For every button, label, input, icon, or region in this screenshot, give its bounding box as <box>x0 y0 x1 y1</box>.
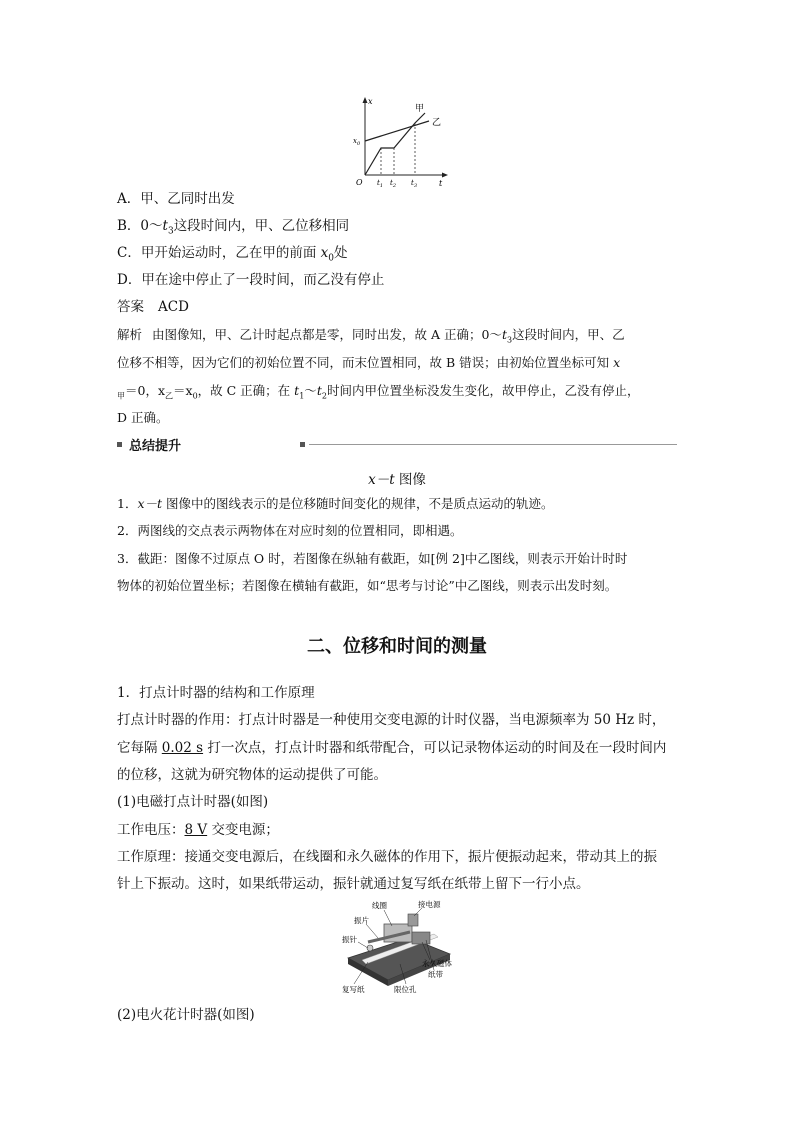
summary-item-3-line-2: 物体的初始位置坐标；若图像在横轴有截距，如“思考与讨论”中乙图线，则表示出发时刻。 <box>117 578 618 593</box>
summary-divider <box>309 444 677 445</box>
graph-label-t3: $t_3$ <box>411 179 418 187</box>
analysis-label: 解析 <box>117 327 143 342</box>
option-c: C．甲开始运动时，乙在甲的前面 $x_0$处 <box>117 245 348 264</box>
analysis-line-1: 解析 由图像知，甲、乙计时起点都是零，同时出发，故 A 正确；$0\sim t_3$这段时间内，甲、乙 <box>117 327 625 345</box>
timer-terminal <box>408 914 418 926</box>
summary-title: x－t 图像 <box>368 472 426 488</box>
answer-value: ACD <box>158 299 189 315</box>
summary-item-2: 2．两图线的交点表示两物体在对应时刻的位置相同，即相遇。 <box>117 523 463 538</box>
answer-label: 答案 <box>117 299 144 315</box>
graph-label-t: t <box>439 179 443 187</box>
section-2-para-1-line-3: 的位移，这就为研究物体的运动提供了可能。 <box>117 767 387 783</box>
graph-label-jia: 甲 <box>415 104 425 114</box>
summary-item-3-line-1: 3．截距：图像不过原点 O 时，若图像在纵轴有截距，如[例 2]中乙图线，则表示开始计时时 <box>117 551 628 566</box>
graph-label-x: x <box>368 97 373 106</box>
analysis-line-4: D 正确。 <box>117 410 169 425</box>
xt-graph-figure <box>345 95 455 187</box>
label-power: 接电源 <box>418 900 441 909</box>
summary-item-1: 1．x－t 图像中的图线表示的是位移随时间变化的规律，不是质点运动的轨迹。 <box>117 496 554 511</box>
label-carbon: 复写纸 <box>342 985 365 994</box>
label-vibrator: 振片 <box>354 916 369 925</box>
label-coil: 线圈 <box>372 901 387 910</box>
option-b: B．$0\sim t_3$这段时间内，甲、乙位移相同 <box>117 218 350 237</box>
summary-square-icon-left <box>117 442 122 447</box>
label-needle: 振针 <box>342 935 357 944</box>
section-2-principle-line-2: 针上下振动。这时，如果纸带运动，振针就通过复写纸在纸带上留下一行小点。 <box>117 876 590 892</box>
graph-label-t1: $t_1$ <box>377 179 384 187</box>
graph-label-yi: 乙 <box>432 118 442 128</box>
section-2-voltage: 工作电压：8 V 交变电源； <box>117 822 279 838</box>
summary-header-title: 总结提升 <box>129 439 182 454</box>
analysis-line-2: 位移不相等，因为它们的初始位置不同，而末位置相同，故 B 错误；由初始位置坐标可知 x <box>117 355 621 370</box>
voltage-value: 8 V <box>184 822 208 838</box>
leader-needle <box>358 942 368 948</box>
summary-header-bar <box>117 438 677 452</box>
graph-x-axis-arrow <box>363 97 368 103</box>
label-tape: 纸带 <box>428 970 443 979</box>
label-limit-hole: 限位孔 <box>394 985 417 994</box>
graph-label-x0: $x_0$ <box>353 137 361 147</box>
section-2-title: 二、位移和时间的测量 <box>307 636 487 657</box>
section-2-para-1-line-2: 它每隔 0.02 s 打一次点，打点计时器和纸带配合，可以记录物体运动的时间及在一段时间内 <box>117 740 667 756</box>
option-a: A．甲、乙同时出发 <box>117 191 235 207</box>
graph-t-axis-arrow <box>442 173 448 178</box>
label-magnet: 永久磁体 <box>422 959 452 968</box>
leader-coil <box>384 910 392 926</box>
section-2-item-1: 1．打点计时器的结构和工作原理 <box>117 685 315 701</box>
electromagnetic-timer-figure <box>338 898 462 994</box>
interval-value: 0.02 s <box>161 740 204 756</box>
timer-magnet <box>412 932 430 944</box>
option-d: D．甲在途中停止了一段时间，而乙没有停止 <box>117 272 385 288</box>
section-2-para-1-line-1: 打点计时器的作用：打点计时器是一种使用交变电源的计时仪器，当电源频率为 50 Hz 时， <box>117 712 666 728</box>
analysis-line-3: $_甲$＝0，$x_乙=x_0$，故 C 正确；在 $t_1\sim t_2$时间内甲位置坐标没发生变化，故甲停止，乙没有停止， <box>117 383 640 401</box>
graph-line-jia <box>365 113 425 175</box>
section-2-sub-2: (2)电火花计时器(如图) <box>117 1007 255 1023</box>
summary-square-icon-right <box>300 442 305 447</box>
graph-label-t2: $t_2$ <box>390 179 397 187</box>
section-2-principle-line-1: 工作原理：接通交变电源后，在线圈和永久磁体的作用下，振片便振动起来，带动其上的振 <box>117 849 657 865</box>
graph-line-yi <box>365 121 429 141</box>
graph-label-origin: O <box>356 178 363 187</box>
leader-vibrator <box>366 924 378 938</box>
section-2-sub-1: (1)电磁打点计时器(如图) <box>117 794 269 810</box>
answer-line <box>117 297 189 317</box>
